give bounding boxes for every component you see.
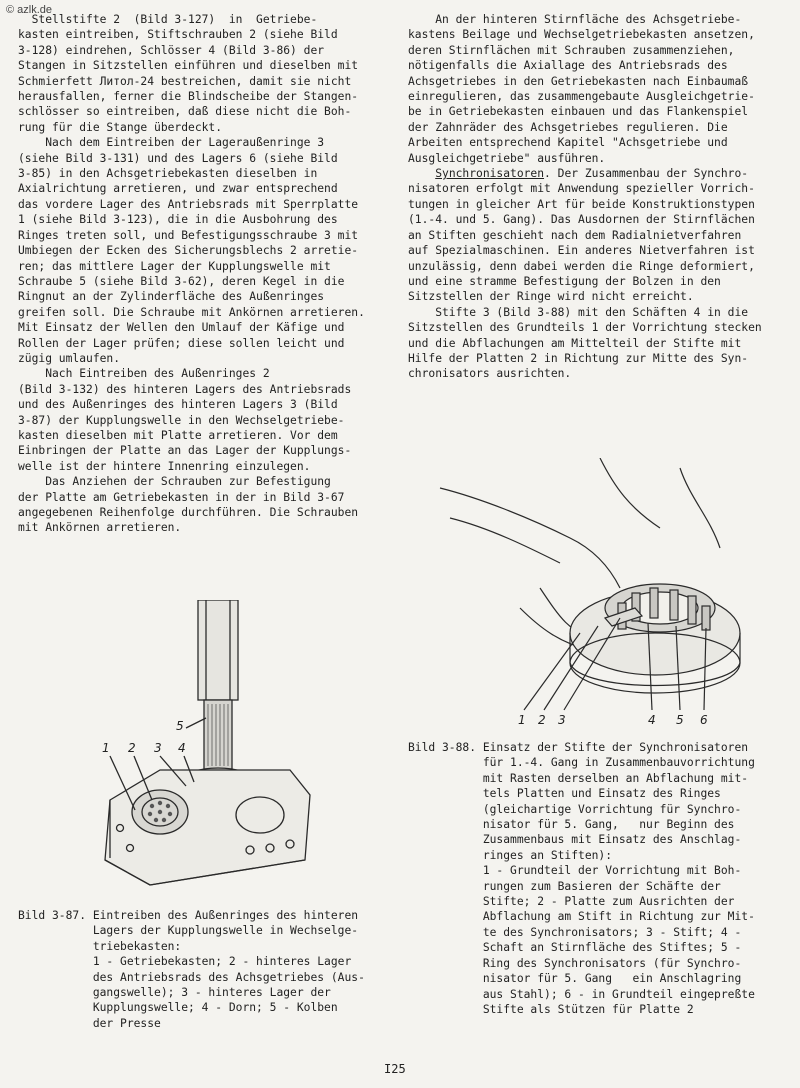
caption-line: des Antriebsrads des Achsgetriebes (Aus- xyxy=(18,970,365,984)
body-text-line: Nach Eintreiben des Außenringes 2 xyxy=(18,367,270,381)
caption-line: 1 - Grundteil der Vorrichtung mit Boh- xyxy=(408,864,742,878)
figure-3-88-illustration xyxy=(420,458,770,730)
body-text-line: (siehe Bild 3-131) und des Lagers 6 (siehe Bild xyxy=(18,151,338,165)
body-text-line: Nach dem Eintreiben der Lageraußenringe 3 xyxy=(18,136,325,150)
caption-line: triebekasten: xyxy=(18,939,182,953)
caption-line: Stifte; 2 - Platte zum Ausrichten der xyxy=(408,895,735,909)
body-text-line: ren; das mittlere Lager der Kupplungswelle mit xyxy=(18,259,331,273)
caption-line: (gleichartige Vorrichtung für Synchro- xyxy=(408,802,742,816)
fig388-callout-2: 2 xyxy=(538,713,546,727)
body-text-line: tungen in gleicher Art für beide Konstruktionstypen xyxy=(408,197,755,211)
body-text-line: Stangen in Sitzstellen einführen und dieselben mit xyxy=(18,59,359,73)
caption-line: 1 - Getriebekasten; 2 - hinteres Lager xyxy=(18,955,352,969)
body-text-line: der Platte am Getriebekasten in der in Bild 3-67 xyxy=(18,490,345,504)
caption-line: Schaft an Stirnfläche des Stiftes; 5 - xyxy=(408,941,742,955)
caption-line: Bild 3-88. Einsatz der Stifte der Synchronisatoren xyxy=(408,741,749,754)
body-text-line: Achsgetriebes in den Getriebekasten nach Einbaumaß xyxy=(408,74,749,88)
caption-line: te des Synchronisators; 3 - Stift; 4 - xyxy=(408,925,742,939)
body-text-line: und die Abflachungen am Mittelteil der Stifte mit xyxy=(408,336,742,350)
body-text-line: kastens Beilage und Wechselgetriebekasten ansetzen, xyxy=(408,28,755,42)
caption-line: Stifte als Stützen für Platte 2 xyxy=(408,1002,694,1016)
caption-line: mit Rasten derselben an Abflachung mit- xyxy=(408,771,749,785)
body-text-line: greifen soll. Die Schraube mit Ankörnen arretieren. xyxy=(18,305,365,319)
fig387-callout-4: 4 xyxy=(178,741,186,755)
fig387-callout-5: 5 xyxy=(176,719,184,733)
fig387-callout-1: 1 xyxy=(102,741,110,755)
body-text-line: Schmierfett Литол-24 bestreichen, damit sie nicht xyxy=(18,74,352,88)
body-text-line: Sitzstellen der Ringe wird nicht erreicht. xyxy=(408,290,694,304)
body-text-line: zügig umlaufen. xyxy=(18,351,121,365)
body-text-line: (1.-4. und 5. Gang). Das Ausdornen der Stirnflächen xyxy=(408,213,755,227)
caption-line: aus Stahl); 6 - in Grundteil eingepreßte xyxy=(408,987,755,1001)
body-text-line: Axialrichtung arretieren, und zwar entsprechend xyxy=(18,182,338,196)
page-number: I25 xyxy=(384,1062,406,1076)
section-heading-synchronisatoren: Synchronisatoren xyxy=(435,167,545,181)
body-text-line: Hilfe der Platten 2 in Richtung zur Mitte des Syn- xyxy=(408,351,749,365)
body-text-line: Ringnut an der Zylinderfläche des Außenringes xyxy=(18,290,325,304)
figure-3-87-caption xyxy=(18,908,388,1031)
body-text-line: kasten eintreiben, Stiftschrauben 2 (siehe Bild xyxy=(18,28,338,42)
right-text-column xyxy=(408,12,788,382)
body-text-line: einregulieren, das zusammengebaute Ausgleichgetrie- xyxy=(408,90,755,104)
body-text-line: schlösser so eintreiben, daß diese nicht die Boh- xyxy=(18,105,352,119)
caption-line: ringes an Stiften): xyxy=(408,848,613,862)
watermark: © azlk.de xyxy=(6,4,53,16)
caption-line: Ring des Synchronisators (für Synchro- xyxy=(408,956,742,970)
caption-line: rungen zum Basieren der Schäfte der xyxy=(408,879,721,893)
body-text-line: Arbeiten entsprechend Kapitel "Achsgetriebe und xyxy=(408,136,728,150)
body-text-line: 3-85) in den Achsgetriebekasten dieselben in xyxy=(18,167,318,181)
body-text-line: der Zahnräder des Achsgetriebes regulieren. Die xyxy=(408,120,728,134)
body-text-line: Umbiegen der Ecken des Sicherungsblechs 2 arretie- xyxy=(18,244,359,258)
caption-line: tels Platten und Einsatz des Ringes xyxy=(408,787,721,801)
body-text-line: Stellstifte 2 (Bild 3-127) in Getriebe- xyxy=(18,13,318,26)
body-text-line: An der hinteren Stirnfläche des Achsgetriebe- xyxy=(408,13,742,26)
fig387-callout-3: 3 xyxy=(154,741,162,755)
body-text-line: an Stiften geschieht nach dem Radialnietverfahren xyxy=(408,228,742,242)
body-text-line: (Bild 3-132) des hinteren Lagers des Antriebsrads xyxy=(18,382,352,396)
body-text-line: unzulässig, denn dabei werden die Ringe deformiert, xyxy=(408,259,755,273)
fig388-callout-6: 6 xyxy=(700,713,708,727)
caption-line: nisator für 5. Gang, nur Beginn des xyxy=(408,818,735,832)
body-text-line: nisatoren erfolgt mit Anwendung spezieller Vorrich- xyxy=(408,182,755,196)
fig387-callout-2: 2 xyxy=(128,741,136,755)
body-text-line: deren Stirnflächen mit Schrauben zusammenziehen, xyxy=(408,43,735,57)
body-text-line: Ringes treten soll, und Befestigungsschraube 3 mit xyxy=(18,228,359,242)
body-text-line: angegebenen Reihenfolge durchführen. Die Schrauben xyxy=(18,506,359,519)
body-text-line: Das Anziehen der Schrauben zur Befestigung xyxy=(18,475,331,489)
body-text-line: Rollen der Lager prüfen; diese sollen leicht und xyxy=(18,336,345,350)
caption-line: Abflachung am Stift in Richtung zur Mit- xyxy=(408,910,755,924)
body-text-line: auf Spezialmaschinen. Ein anderes Nietverfahren ist xyxy=(408,244,755,258)
body-text-line: nötigenfalls die Axiallage des Antriebsrads des xyxy=(408,59,728,73)
caption-line: gangswelle); 3 - hinteres Lager der xyxy=(18,986,331,1000)
heading-continuation: . Der Zusammenbau der Synchro- xyxy=(544,167,749,181)
body-text-line: Ausgleichgetriebe" ausführen. xyxy=(408,151,606,165)
fig388-callout-4: 4 xyxy=(648,713,656,727)
body-text-line: Einbringen der Platte an das Lager der Kupplungs- xyxy=(18,444,352,458)
synchronisatoren-paragraph-start xyxy=(408,166,788,181)
body-text-line: chronisators ausrichten. xyxy=(408,367,572,381)
caption-line: Zusammenbaus mit Einsatz des Anschlag- xyxy=(408,833,742,847)
body-text-line: 3-128) eindrehen, Schlösser 4 (Bild 3-86) der xyxy=(18,43,325,57)
figure-3-87-illustration xyxy=(90,600,330,900)
body-text-line: herausfallen, ferner die Blindscheibe der Stangen- xyxy=(18,90,359,104)
caption-line: Lagers der Kupplungswelle in Wechselge- xyxy=(18,924,359,938)
body-text-line: be in Getriebekasten einbauen und das Flankenspiel xyxy=(408,105,749,119)
caption-line: Bild 3-87. Eintreiben des Außenringes des hinteren xyxy=(18,909,359,922)
body-text-line: mit Ankörnen arretieren. xyxy=(18,521,182,535)
body-text-line: rung für die Stange überdeckt. xyxy=(18,120,223,134)
body-text-line: 3-87) der Kupplungswelle in den Wechselgetriebe- xyxy=(18,413,345,427)
caption-line: Kupplungswelle; 4 - Dorn; 5 - Kolben xyxy=(18,1001,338,1015)
body-text-line: kasten dieselben mit Platte arretieren. Vor dem xyxy=(18,428,338,442)
body-text-line: Sitzstellen des Grundteils 1 der Vorrichtung stecken xyxy=(408,321,762,335)
body-text-line: und eine stramme Befestigung der Bolzen in den xyxy=(408,274,721,288)
body-text-line: Stifte 3 (Bild 3-88) mit den Schäften 4 in die xyxy=(408,305,749,319)
body-text-line: Schraube 5 (siehe Bild 3-62), deren Kegel in die xyxy=(18,274,345,288)
caption-line: der Presse xyxy=(18,1016,161,1030)
body-text-line: 1 (siehe Bild 3-123), die in die Ausbohrung des xyxy=(18,213,338,227)
body-text-line: und des Außenringes des hinteren Lagers 3 (Bild xyxy=(18,398,338,412)
fig388-callout-1: 1 xyxy=(518,713,526,727)
fig388-callout-5: 5 xyxy=(676,713,684,727)
body-text-line: das vordere Lager des Antriebsrads mit Sperrplatte xyxy=(18,197,359,211)
caption-line: nisator für 5. Gang ein Anschlagring xyxy=(408,972,742,986)
figure-3-88-caption xyxy=(408,740,788,1017)
left-text-column xyxy=(18,12,390,536)
caption-line: für 1.-4. Gang in Zusammenbauvorrichtung xyxy=(408,756,755,770)
fig388-callout-3: 3 xyxy=(558,713,566,727)
body-text-line: welle ist der hintere Innenring einzulegen. xyxy=(18,459,311,473)
body-text-line: Mit Einsatz der Wellen den Umlauf der Käfige und xyxy=(18,321,345,335)
